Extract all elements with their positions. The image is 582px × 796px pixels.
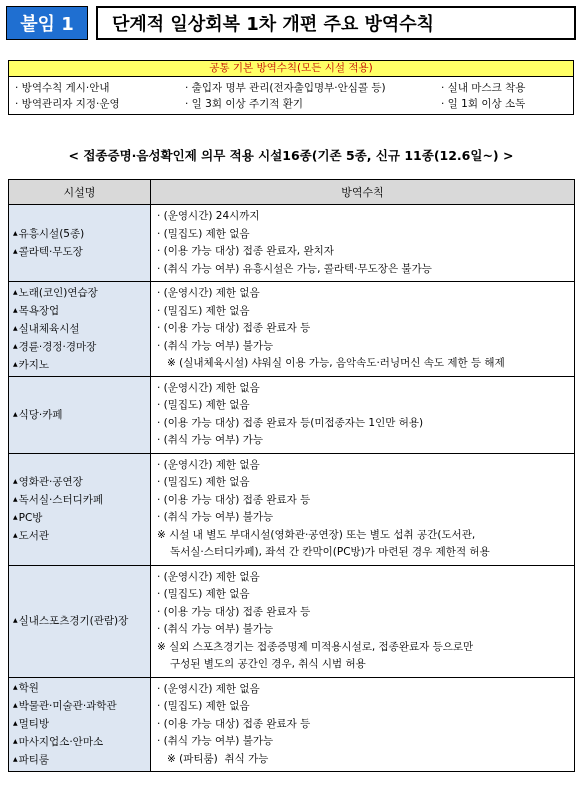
measure-line: · (밀집도) 제한 없음 — [157, 304, 250, 317]
common-rule-item: · 일 1회 이상 소독 — [441, 98, 526, 110]
facility-cell — [9, 205, 151, 282]
facility-name: ▲ 박물관·미술관·과학관 — [13, 697, 150, 715]
measure-line: · (운영시간) 24시까지 — [157, 210, 260, 222]
measures-cell — [151, 565, 575, 677]
measure-line: · (취식 가능 여부) 가능 — [157, 434, 264, 446]
facility-cell — [9, 376, 151, 453]
column-header-facility: 시설명 — [9, 180, 151, 205]
facility-name: ▲ 유흥시설(5종) — [13, 225, 150, 243]
measures-cell — [151, 205, 575, 282]
measure-line: · (운영시간) 제한 없음 — [157, 458, 260, 471]
measure-line: · (밀집도) 제한 없음 — [157, 399, 250, 411]
facility-name: ▲ 경륜·경정·경마장 — [13, 338, 150, 356]
table-row — [9, 565, 575, 677]
measure-line: 독서실·스터디카페), 좌석 간 칸막이(PC방)가 마련된 경우 제한적 허용 — [170, 546, 490, 558]
section-subtitle: < 접종증명·음성확인제 의무 적용 시설16종(기존 5종, 신규 11종(12.6일~) > — [68, 148, 514, 163]
measure-line: · (밀집도) 제한 없음 — [157, 476, 250, 488]
facility-name: ▲ 학원 — [13, 679, 150, 697]
measure-line: ※ 시설 내 별도 부대시설(영화관·공연장) 또는 별도 섭취 공간(도서관, — [157, 528, 476, 541]
table-row — [9, 376, 575, 453]
measures-cell — [151, 376, 575, 453]
common-rule-item: · 방역수칙 게시·안내 — [15, 82, 110, 94]
measure-line: · (취식 가능 여부) 불가능 — [157, 339, 274, 352]
facility-name: ▲ 카지노 — [13, 356, 150, 374]
facility-name: ▲ 콜라텍·무도장 — [13, 243, 150, 261]
measure-line: ※ (실내체육시설) 샤워실 이용 가능, 음악속도·러닝머신 속도 제한 등 해제 — [157, 357, 505, 369]
facility-name: ▲ 노래(코인)연습장 — [13, 284, 150, 302]
facility-name: ▲ 식당·카페 — [13, 406, 150, 424]
measure-line: · (이용 가능 대상) 접종 완료자, 완치자 — [157, 245, 334, 257]
attachment-badge: 붙임 1 — [6, 6, 88, 40]
facility-name: ▲ 마사지업소·안마소 — [13, 733, 150, 751]
common-rules-list — [9, 77, 573, 114]
measure-line: ※ (파티룸) 취식 가능 — [157, 752, 269, 765]
facility-name: ▲ 파티룸 — [13, 751, 150, 769]
facility-name: ▲ PC방 — [13, 509, 150, 527]
measures-cell — [151, 453, 575, 565]
facility-cell — [9, 282, 151, 377]
common-rules-box — [8, 60, 574, 115]
common-rule-item: · 출입자 명부 관리(전자출입명부·안심콜 등) — [185, 82, 386, 94]
facility-name: ▲ 실내스포츠경기(관람)장 — [13, 612, 150, 630]
table-header-row — [9, 180, 575, 205]
facility-name: ▲ 영화관·공연장 — [13, 473, 150, 491]
common-rule-item: · 일 3회 이상 주기적 환기 — [185, 98, 303, 110]
measure-line: · (밀집도) 제한 없음 — [157, 700, 250, 712]
measure-line: · (이용 가능 대상) 접종 완료자 등 — [157, 717, 311, 730]
measure-line: · (이용 가능 대상) 접종 완료자 등 — [157, 493, 311, 506]
facility-name: ▲ 멀티방 — [13, 715, 150, 733]
facility-name: ▲ 실내체육시설 — [13, 320, 150, 338]
table-row — [9, 282, 575, 377]
table-row — [9, 205, 575, 282]
measure-line: · (이용 가능 대상) 접종 완료자 등(미접종자는 1인만 허용) — [157, 416, 424, 429]
measure-line: · (이용 가능 대상) 접종 완료자 등 — [157, 322, 311, 334]
facility-name: ▲ 독서실·스터디카페 — [13, 491, 150, 509]
facility-cell — [9, 453, 151, 565]
measure-line: · (취식 가능 여부) 불가능 — [157, 623, 274, 635]
measure-line: · (운영시간) 제한 없음 — [157, 287, 260, 299]
measure-line: ※ 실외 스포츠경기는 접종증명제 미적용시설로, 접종완료자 등으로만 — [157, 640, 474, 653]
page-title: 단계적 일상회복 1차 개편 주요 방역수칙 — [96, 6, 576, 40]
common-rule-item: · 방역관리자 지정·운영 — [15, 98, 120, 110]
measure-line: · (운영시간) 제한 없음 — [157, 682, 260, 695]
measures-cell — [151, 677, 575, 772]
measure-line: · (밀집도) 제한 없음 — [157, 588, 250, 600]
facility-name: ▲ 목욕장업 — [13, 302, 150, 320]
measures-cell — [151, 282, 575, 377]
measure-line: · (취식 가능 여부) 유흥시설은 가능, 콜라텍·무도장은 불가능 — [157, 262, 432, 275]
facility-cell — [9, 565, 151, 677]
measure-line: · (밀집도) 제한 없음 — [157, 227, 250, 240]
facility-cell — [9, 677, 151, 772]
measures-table — [8, 179, 575, 772]
page-header — [6, 6, 576, 40]
facility-name: ▲ 도서관 — [13, 527, 150, 545]
table-row — [9, 453, 575, 565]
column-header-measures: 방역수칙 — [151, 180, 575, 205]
measure-line: · (운영시간) 제한 없음 — [157, 381, 260, 394]
measure-line: · (취식 가능 여부) 불가능 — [157, 735, 274, 747]
measure-line: · (취식 가능 여부) 불가능 — [157, 511, 274, 523]
common-rules-heading: 공통 기본 방역수칙(모든 시설 적용) — [9, 61, 573, 77]
table-row — [9, 677, 575, 772]
measure-line: · (운영시간) 제한 없음 — [157, 570, 260, 583]
measure-line: 구성된 별도의 공간인 경우, 취식 시범 허용 — [170, 658, 366, 670]
measure-line: · (이용 가능 대상) 접종 완료자 등 — [157, 605, 311, 618]
common-rule-item: · 실내 마스크 착용 — [441, 82, 526, 94]
